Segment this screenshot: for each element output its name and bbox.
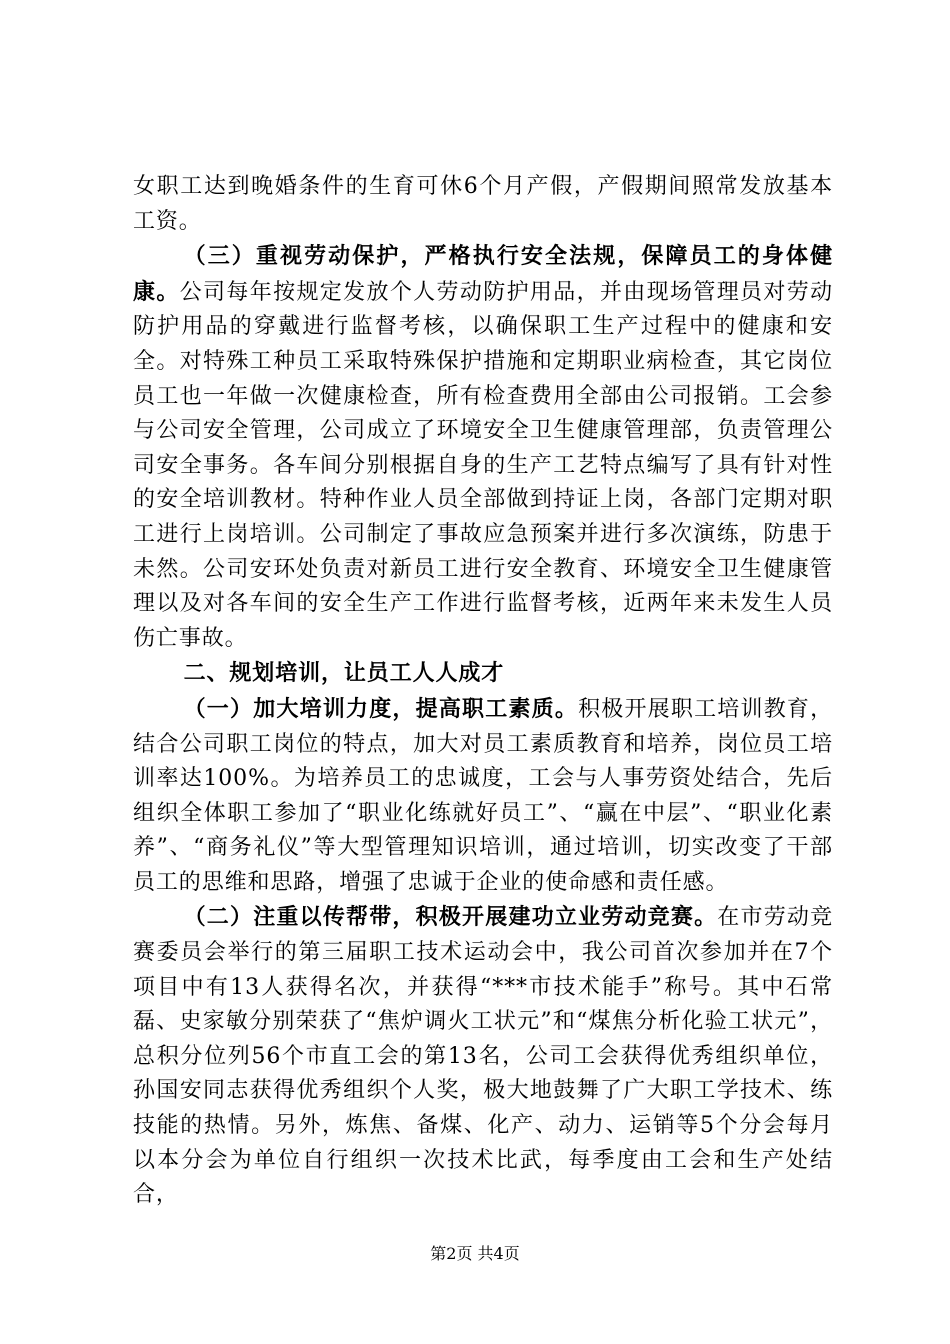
paragraph-text: 女职工达到晚婚条件的生育可休6个月产假，产假期间照常发放基本工资。 [133,174,833,234]
paragraph-labor-protection [133,239,833,656]
section-heading-training-plan [133,656,833,692]
paragraph-text: 公司每年按规定发放个人劳动防护用品，并由现场管理员对劳动防护用品的穿戴进行监督考核，以确保职工生产过程中的健康和安全。对特殊工种员工采取特殊保护措施和定期职业病检查，其它岗位员工也一年做一次健康检查，所有检查费用全部由公司报销。工会参与公司安全管理，公司成立了环境安全卫生健康管理部，负责管理公司安全事务。各车间分别根据自身的生产工艺特点编写了具有针对性的安全培训教材。特种作业人员全部做到持证上岗，各部门定期对职工进行上岗培训。公司制定了事故应急预案并进行多次演练，防患于未然。公司安环处负责对新员工进行安全教育、环境安全卫生健康管理以及对各车间的安全生产工作进行监督考核，近两年来未发生人员伤亡事故。 [133,279,833,651]
section-heading-labor-competition: （二）注重以传帮带，积极开展建功立业劳动竞赛。 [183,904,718,931]
paragraph-labor-competition [133,900,833,1212]
paragraph-maternity-leave [133,170,833,239]
paragraph-text: 积极开展职工培训教育，结合公司职工岗位的特点，加大对员工素质教育和培养，岗位员工培训率达100%。为培养员工的忠诚度，工会与人事劳资处结合，先后组织全体职工参加了“职业化练就好员工”、“赢在中层”、“职业化素养”、“商务礼仪”等大型管理知识培训，通过培训，切实改变了干部员工的思维和思路，增强了忠诚于企业的使命感和责任感。 [133,696,833,895]
paragraph-text: 在市劳动竞赛委员会举行的第三届职工技术运动会中，我公司首次参加并在7个项目中有13人获得名次，并获得“***市技术能手”称号。其中石常磊、史家敏分别荣获了“焦炉调火工状元”和“煤焦分析化验工状元”，总积分位列56个市直工会的第13名，公司工会获得优秀组织单位，孙国安同志获得优秀组织个人奖，极大地鼓舞了广大职工学技术、练技能的热情。另外，炼焦、备煤、化产、动力、运销等5个分会每月以本分会为单位自行组织一次技术比武，每季度由工会和生产处结合， [133,905,833,1208]
page-number-footer: 第2页 共4页 [430,1244,520,1263]
paragraph-training-intensity [133,692,833,901]
section-heading-labor-protection: （三）重视劳动保护，严格执行安全法规，保障员工的身体健康。 [133,243,833,305]
body-text [133,170,833,1213]
section-title: 二、规划培训，让员工人人成才 [183,660,505,687]
section-heading-training-intensity: （一）加大培训力度，提高职工素质。 [183,695,579,722]
